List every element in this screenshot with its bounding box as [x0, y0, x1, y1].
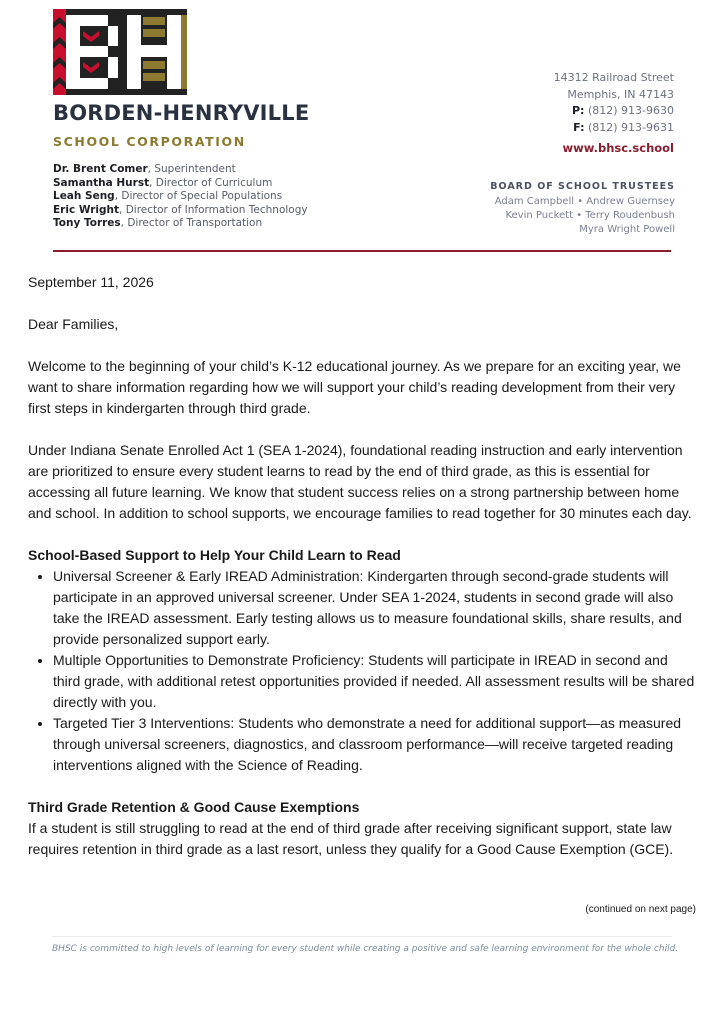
header-divider	[53, 250, 671, 252]
org-name: BORDEN-HENRYVILLE	[53, 101, 310, 125]
support-list	[28, 566, 698, 776]
section-heading-support: School-Based Support to Help Your Child Learn to Read	[28, 547, 401, 563]
staff-title: , Director of Special Populations	[114, 190, 283, 203]
board-members-line: Adam Campbell • Andrew Guernsey	[494, 196, 675, 207]
staff-title: , Director of Curriculum	[149, 176, 273, 189]
staff-name: Dr. Brent Comer	[53, 163, 148, 175]
fax-label: F:	[573, 120, 585, 134]
staff-item	[53, 217, 308, 231]
list-item: • Multiple Opportunities to Demonstrate Proficiency: Students will participate in IREAD in second and third grade, with additional retest opportunities provided if needed. All assessment results will be shared directly with you.	[53, 650, 698, 713]
footer-divider	[52, 936, 672, 937]
staff-item	[53, 190, 308, 204]
staff-title: , Director of Information Technology	[119, 203, 308, 216]
staff-title: , Superintendent	[147, 163, 236, 175]
paragraph-sea: Under Indiana Senate Enrolled Act 1 (SEA 1-2024), foundational reading instruction and early intervention are prioritized to ensure every student learns to read by the end of third grade, as this is essential for accessing all future learning. We know that student success relies on a strong partnership between home and school. In addition to school supports, we encourage families to read together for 30 minutes each day.	[28, 442, 692, 521]
staff-item	[53, 204, 308, 218]
staff-title: , Director of Transportation	[120, 217, 263, 230]
city-address: Memphis, IN 47143	[567, 87, 674, 101]
letter-date: September 11, 2026	[28, 274, 154, 290]
paragraph-welcome: Welcome to the beginning of your child’s K-12 educational journey. As we prepare for an exciting year, we want to share information regarding how we will support your child’s reading development from their very first steps in kindergarten through third grade.	[28, 358, 681, 416]
continued-note: (continued on next page)	[585, 904, 696, 915]
fax-number: (812) 913-9631	[584, 120, 674, 134]
phone-number: (812) 913-9630	[584, 104, 674, 118]
salutation: Dear Families,	[28, 316, 119, 332]
paragraph-retention: If a student is still struggling to read at the end of third grade after receiving significant support, state law requires retention in third grade as a last resort, unless they qualify for a Good Cause Exemption (GCE).	[28, 820, 674, 857]
section-heading-retention: Third Grade Retention & Good Cause Exemptions	[28, 799, 360, 815]
fax-line	[554, 120, 674, 137]
contact-block	[554, 70, 674, 157]
staff-item	[53, 163, 308, 177]
street-address: 14312 Railroad Street	[553, 71, 674, 84]
website-link[interactable]: www.bhsc.school	[562, 141, 674, 156]
org-subtitle: SCHOOL CORPORATION	[53, 134, 246, 149]
footer-tagline: BHSC is committed to high levels of learning for every student while creating a positive and safe learning environment for the whole child.	[52, 944, 679, 954]
school-logo	[53, 9, 187, 95]
phone-label: P:	[572, 104, 585, 118]
letter-body	[28, 272, 698, 860]
list-item: • Universal Screener & Early IREAD Administration: Kindergarten through second-grade students will participate in an approved universal screener. Under SEA 1-2024, students in second grade will also take the IREAD assessment. Early testing allows us to measure foundational skills, share results, and provide personalized support early.	[53, 566, 698, 650]
staff-name: Tony Torres	[53, 217, 121, 230]
board-members-line: Myra Wright Powell	[579, 224, 675, 235]
staff-name: Samantha Hurst	[53, 176, 150, 189]
staff-name: Eric Wright	[53, 203, 120, 216]
staff-name: Leah Seng	[53, 190, 115, 203]
board-block	[490, 180, 675, 237]
board-members-line: Kevin Puckett • Terry Roudenbush	[505, 210, 675, 221]
staff-item	[53, 177, 308, 191]
list-item: • Targeted Tier 3 Interventions: Students who demonstrate a need for additional support—as measured through universal screeners, diagnostics, and classroom performance—will receive targeted reading interventions aligned with the Science of Reading.	[53, 713, 698, 776]
phone-line	[554, 103, 674, 120]
staff-list	[53, 163, 308, 231]
board-title: BOARD OF SCHOOL TRUSTEES	[490, 181, 675, 192]
